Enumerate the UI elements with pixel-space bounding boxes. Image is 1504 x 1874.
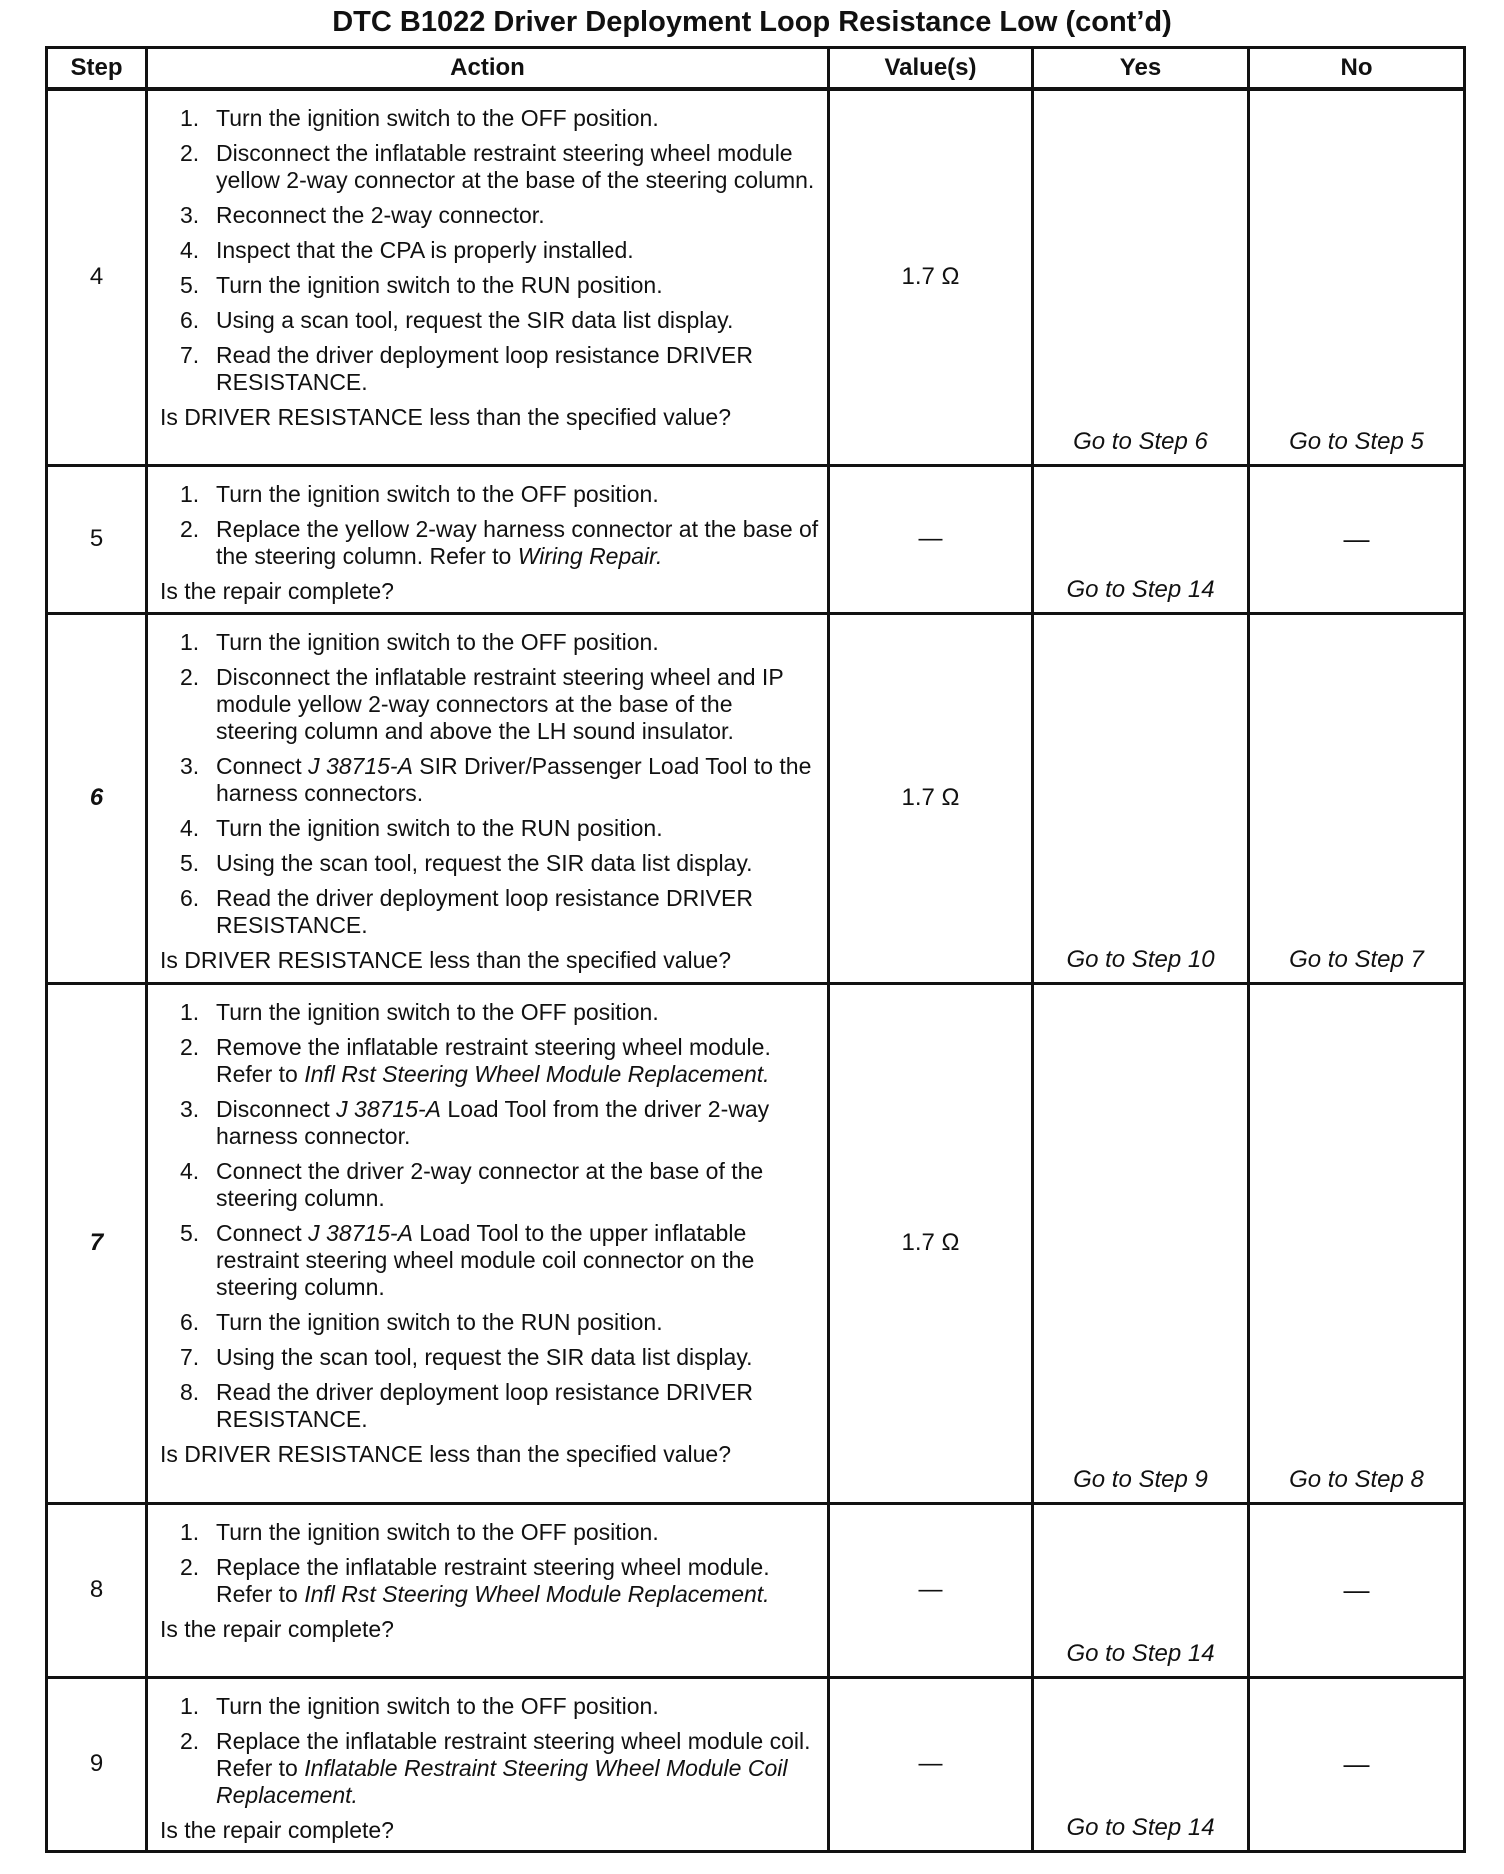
action-cell	[147, 465, 829, 613]
action-step: 3. Connect J 38715-A SIR Driver/Passenger Load Tool to the harness connectors.	[180, 752, 812, 806]
value-cell: —	[829, 1503, 1033, 1677]
action-step: 1. Turn the ignition switch to the OFF position.	[180, 480, 659, 507]
no-cell	[1249, 465, 1465, 613]
action-step: 1. Turn the ignition switch to the OFF position.	[180, 1692, 659, 1719]
action-step: 7. Read the driver deployment loop resistance DRIVER RESISTANCE.	[180, 342, 753, 395]
action-step: 2. Replace the yellow 2-way harness connector at the base of the steering column. Refer to Wiring Repair.	[180, 515, 819, 569]
action-cell	[147, 983, 829, 1503]
action-steps	[160, 481, 819, 570]
action-step: 6. Turn the ignition switch to the RUN position.	[180, 1308, 663, 1335]
yes-goto: Go to Step 14	[1066, 1813, 1215, 1841]
action-step: 1. Turn the ignition switch to the OFF position.	[180, 105, 659, 131]
action-step: 6. Using a scan tool, request the SIR data list display.	[180, 307, 734, 333]
action-step: 8. Read the driver deployment loop resistance DRIVER RESISTANCE.	[180, 1378, 753, 1432]
yes-goto: Go to Step 10	[1066, 945, 1215, 973]
table-row	[47, 983, 1465, 1503]
no-goto: Go to Step 8	[1289, 1465, 1424, 1493]
action-step: 7. Using the scan tool, request the SIR data list display.	[180, 1343, 753, 1370]
no-dash: —	[1343, 1748, 1370, 1779]
no-cell	[1249, 1503, 1465, 1677]
action-question: Is the repair complete?	[160, 1615, 394, 1642]
action-step: 5. Turn the ignition switch to the RUN position.	[180, 272, 663, 298]
value-cell: —	[829, 465, 1033, 613]
action-question: Is DRIVER RESISTANCE less than the specified value?	[160, 404, 731, 430]
no-cell	[1249, 983, 1465, 1503]
value-cell: 1.7 Ω	[829, 983, 1033, 1503]
action-question: Is DRIVER RESISTANCE less than the specified value?	[160, 1440, 731, 1467]
action-question: Is the repair complete?	[160, 1816, 394, 1843]
diagnostic-table	[45, 46, 1466, 1853]
header-action: Action	[147, 48, 829, 90]
action-cell	[147, 89, 829, 465]
action-step: 2. Disconnect the inflatable restraint steering wheel module yellow 2-way connector at the base of the steering column.	[180, 140, 815, 193]
action-step: 3. Reconnect the 2-way connector.	[180, 202, 545, 228]
action-step: 1. Turn the ignition switch to the OFF position.	[180, 1518, 659, 1545]
table-row	[47, 1503, 1465, 1677]
step-number: 5	[47, 465, 147, 613]
step-number: 8	[47, 1503, 147, 1677]
action-steps	[160, 1519, 819, 1608]
action-question: Is DRIVER RESISTANCE less than the specified value?	[160, 946, 731, 973]
step-number: 6	[47, 613, 147, 983]
no-dash: —	[1343, 523, 1370, 554]
action-cell	[147, 1503, 829, 1677]
yes-cell	[1033, 89, 1249, 465]
action-step: 5. Connect J 38715-A Load Tool to the upper inflatable restraint steering wheel module coil connector on the steering column.	[180, 1219, 755, 1300]
yes-goto: Go to Step 14	[1066, 1639, 1215, 1667]
action-steps	[160, 1693, 819, 1809]
yes-cell	[1033, 1503, 1249, 1677]
yes-cell	[1033, 613, 1249, 983]
table-row	[47, 465, 1465, 613]
no-dash: —	[1343, 1574, 1370, 1605]
yes-cell	[1033, 983, 1249, 1503]
page-title: DTC B1022 Driver Deployment Loop Resistance Low (cont’d)	[332, 6, 1172, 38]
value-cell: 1.7 Ω	[829, 89, 1033, 465]
header-step: Step	[47, 48, 147, 90]
header-row	[47, 48, 1465, 90]
yes-cell	[1033, 1677, 1249, 1851]
action-steps	[160, 629, 819, 939]
step-number: 4	[47, 89, 147, 465]
yes-goto: Go to Step 9	[1073, 1465, 1208, 1493]
action-step: 2. Disconnect the inflatable restraint steering wheel and IP module yellow 2-way connectors at the base of the steering column and above the LH sound insulator.	[180, 663, 784, 744]
table-row	[47, 1677, 1465, 1851]
no-cell	[1249, 1677, 1465, 1851]
action-cell	[147, 1677, 829, 1851]
header-yes: Yes	[1033, 48, 1249, 90]
action-steps	[160, 999, 819, 1433]
action-step: 4. Turn the ignition switch to the RUN position.	[180, 814, 663, 841]
no-goto: Go to Step 7	[1289, 945, 1424, 973]
action-step: 4. Connect the driver 2-way connector at the base of the steering column.	[180, 1157, 764, 1211]
yes-goto: Go to Step 14	[1066, 575, 1215, 603]
yes-goto: Go to Step 6	[1073, 427, 1208, 455]
header-no: No	[1249, 48, 1465, 90]
yes-cell	[1033, 465, 1249, 613]
value-cell: 1.7 Ω	[829, 613, 1033, 983]
action-step: 4. Inspect that the CPA is properly installed.	[180, 237, 634, 263]
action-step: 2. Remove the inflatable restraint steering wheel module. Refer to Infl Rst Steering Wheel Module Replacement.	[180, 1033, 771, 1087]
header-values: Value(s)	[829, 48, 1033, 90]
table-row	[47, 89, 1465, 465]
action-step: 6. Read the driver deployment loop resistance DRIVER RESISTANCE.	[180, 884, 753, 938]
action-steps	[160, 105, 819, 396]
no-cell	[1249, 613, 1465, 983]
action-step: 1. Turn the ignition switch to the OFF position.	[180, 628, 659, 655]
value-cell: —	[829, 1677, 1033, 1851]
table-row	[47, 613, 1465, 983]
no-cell	[1249, 89, 1465, 465]
action-step: 2. Replace the inflatable restraint steering wheel module coil. Refer to Inflatable Restraint Steering Wheel Module Coil Replacement.	[180, 1727, 811, 1808]
step-number: 7	[47, 983, 147, 1503]
action-step: 1. Turn the ignition switch to the OFF position.	[180, 998, 659, 1025]
action-cell	[147, 613, 829, 983]
step-number: 9	[47, 1677, 147, 1851]
action-step: 3. Disconnect J 38715-A Load Tool from the driver 2-way harness connector.	[180, 1095, 770, 1149]
no-goto: Go to Step 5	[1289, 427, 1424, 455]
action-step: 2. Replace the inflatable restraint steering wheel module. Refer to Infl Rst Steering Wheel Module Replacement.	[180, 1553, 770, 1607]
action-step: 5. Using the scan tool, request the SIR data list display.	[180, 849, 753, 876]
action-question: Is the repair complete?	[160, 577, 394, 604]
